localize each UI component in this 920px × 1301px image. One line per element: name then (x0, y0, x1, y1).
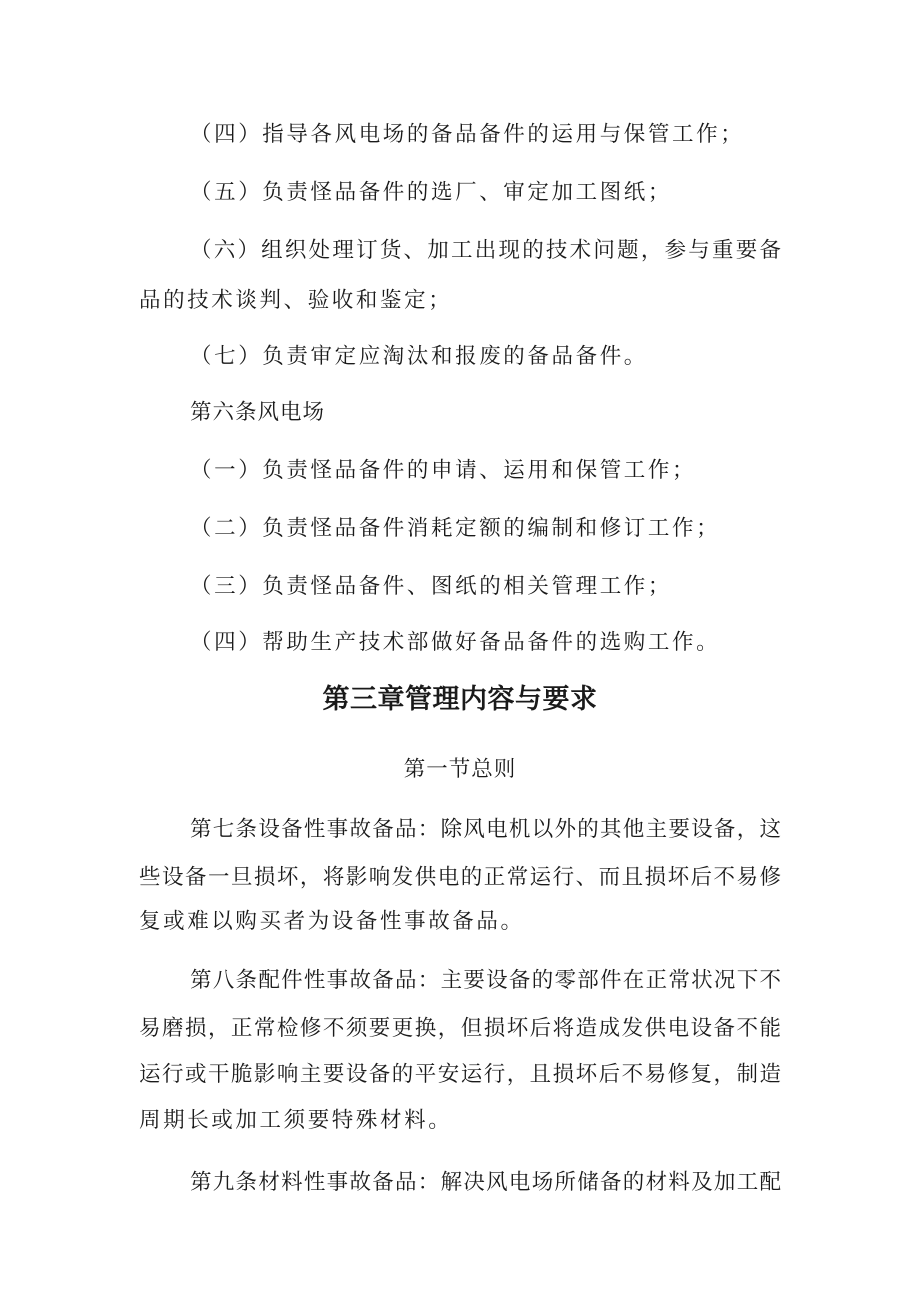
paragraph-line: 些设备一旦损坏，将影响发供电的正常运行、而且损坏后不易修 (139, 865, 781, 890)
list-item: （一）负责怪品备件的申请、运用和保管工作； (190, 458, 697, 483)
list-item: （四）帮助生产技术部做好备品备件的选购工作。 (190, 630, 721, 655)
section-title: 第一节总则 (403, 757, 517, 782)
list-item: （七）负责审定应淘汰和报废的备品备件。 (190, 344, 648, 369)
paragraph-line: 第九条材料性事故备品：解决风电场所储备的材料及加工配 (190, 1170, 781, 1195)
list-item: （二）负责怪品备件消耗定额的编制和修订工作； (190, 516, 721, 541)
paragraph-line: 第七条设备性事故备品：除风电机以外的其他主要设备，这 (190, 817, 781, 842)
paragraph-line: 复或难以购买者为设备性事故备品。 (139, 909, 525, 934)
list-item: （四）指导各风电场的备品备件的运用与保管工作； (190, 122, 745, 147)
chapter-title: 第三章管理内容与要求 (322, 684, 598, 715)
list-item: （五）负责怪品备件的选厂、审定加工图纸； (190, 180, 673, 205)
list-item-continuation: 品的技术谈判、验收和鉴定； (139, 288, 453, 313)
list-item: （三）负责怪品备件、图纸的相关管理工作； (190, 574, 673, 599)
list-item: （六）组织处理订货、加工出现的技术问题，参与重要备 (190, 238, 781, 263)
paragraph-line: 易磨损，正常检修不须要更换，但损坏后将造成发供电设备不能 (139, 1016, 781, 1041)
paragraph-line: 第八条配件性事故备品：主要设备的零部件在正常状况下不 (190, 968, 781, 993)
article-heading: 第六条风电场 (190, 400, 326, 425)
paragraph-line: 运行或干脆影响主要设备的平安运行，且损坏后不易修复，制造 (139, 1062, 781, 1087)
paragraph-line: 周期长或加工须要特殊材料。 (139, 1108, 453, 1133)
